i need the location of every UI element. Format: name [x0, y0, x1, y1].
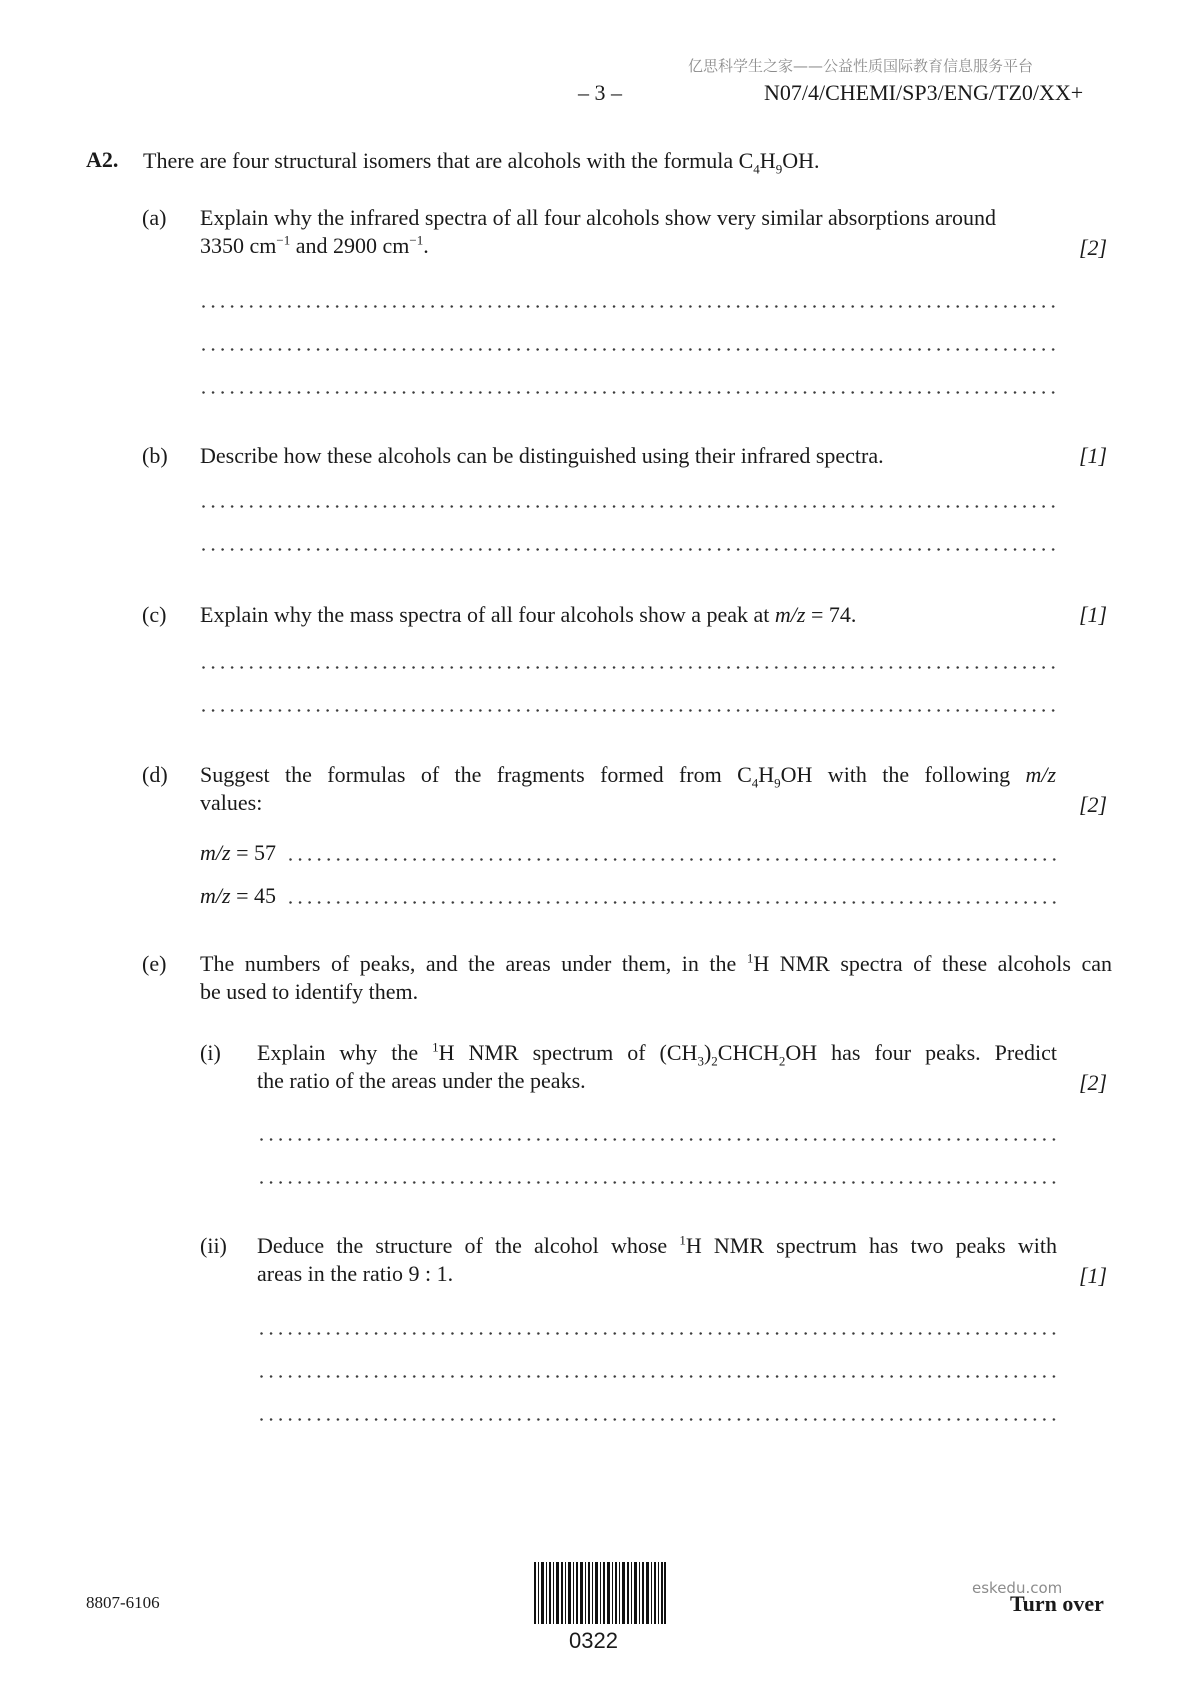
part-a-line1: Explain why the infrared spectra of all four alcohols show very similar absorptions around [200, 205, 997, 230]
part-b-marks: [1] [1079, 443, 1108, 468]
part-e-i-line1: Explain why the $^1$H NMR spectrum of $(CH_3)_2CHCH_2OH$ has four peaks. Predict [257, 1039, 1057, 1069]
part-c-text: Explain why the mass spectra of all four alcohols show a peak at m/z = 74. [200, 602, 857, 627]
page-number: – 3 – [578, 80, 622, 105]
part-e-line2: be used to identify them. [200, 979, 419, 1004]
part-e-label: (e) [142, 951, 167, 976]
part-e-ii-line1: Deduce the structure of the alcohol whose $^1$H NMR spectrum has two peaks with [257, 1232, 1057, 1258]
answer-line[interactable] [260, 1181, 1056, 1184]
question-number: A2. [86, 147, 119, 172]
footer-watermark: eskedu.com [972, 1579, 1063, 1597]
part-e-line1: The numbers of peaks, and the areas under them, in the $^1$H NMR spectra of these alcohols can [200, 950, 1113, 976]
answer-line[interactable] [202, 305, 1056, 308]
header-watermark: 亿思科学生之家——公益性质国际教育信息服务平台 [688, 57, 1034, 75]
answer-line[interactable] [289, 858, 1056, 861]
part-d-line2: values: [200, 790, 263, 815]
part-d-answer2-label: m/z = 45 [200, 883, 276, 908]
part-a-marks: [2] [1079, 235, 1108, 260]
turn-over-label: Turn over [1010, 1591, 1104, 1616]
answer-line[interactable] [260, 1138, 1056, 1141]
answer-line[interactable] [202, 391, 1056, 394]
part-d-label: (d) [142, 762, 168, 787]
answer-line[interactable] [260, 1418, 1056, 1421]
document-code: N07/4/CHEMI/SP3/ENG/TZ0/XX+ [764, 80, 1084, 105]
answer-line[interactable] [202, 709, 1056, 712]
part-a-label: (a) [142, 205, 167, 230]
paper-code: 8807-6106 [86, 1593, 160, 1612]
answer-line[interactable] [260, 1332, 1056, 1335]
part-a-line2: 3350 $cm^{-1}$ and 2900 $cm^{-1}$. [200, 232, 429, 258]
answer-line[interactable] [202, 666, 1056, 669]
answer-line[interactable] [202, 505, 1056, 508]
part-b-label: (b) [142, 443, 168, 468]
barcode-icon [534, 1562, 666, 1624]
part-d-answer1-label: m/z = 57 [200, 840, 276, 865]
part-e-i-label: (i) [200, 1040, 221, 1065]
part-e-ii-label: (ii) [200, 1233, 227, 1258]
part-e-ii-marks: [1] [1079, 1263, 1108, 1288]
answer-line[interactable] [260, 1375, 1056, 1378]
part-c-label: (c) [142, 602, 167, 627]
part-e-i-marks: [2] [1079, 1070, 1108, 1095]
barcode-number: 0322 [569, 1628, 618, 1653]
part-b-text: Describe how these alcohols can be distinguished using their infrared spectra. [200, 443, 884, 468]
part-e-i-line2: the ratio of the areas under the peaks. [257, 1068, 586, 1093]
answer-line[interactable] [202, 548, 1056, 551]
part-e-ii-line2: areas in the ratio 9 : 1. [257, 1261, 454, 1286]
part-c-marks: [1] [1079, 602, 1108, 627]
part-d-marks: [2] [1079, 792, 1108, 817]
question-intro: There are four structural isomers that are alcohols with the formula $C_4H_9OH$. [143, 148, 820, 177]
answer-line[interactable] [202, 348, 1056, 351]
answer-line[interactable] [289, 901, 1056, 904]
part-d-line1: Suggest the formulas of the fragments formed from $C_4H_9OH$ with the following m/z [200, 762, 1056, 791]
